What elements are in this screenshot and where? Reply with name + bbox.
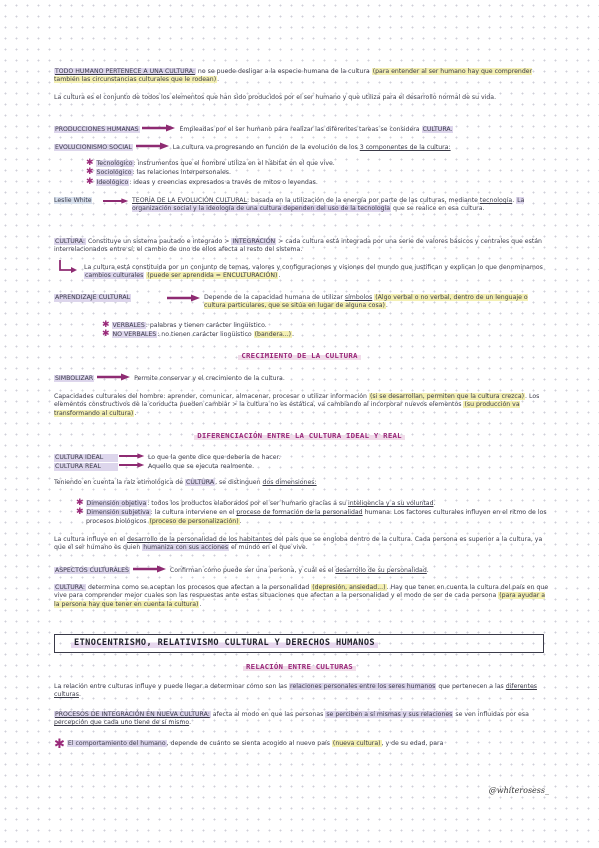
text: . [189, 719, 192, 727]
aspectos-culturales-row [54, 565, 549, 575]
text: : las relaciones interpersonales. [132, 169, 231, 177]
text: > cada cultura está integrada por una serie de valores básicos y centrales que están interrelacionados entre sí; el cambio de uno de ellos afecta al resto del sistema. [54, 238, 542, 254]
producciones-row [54, 124, 549, 134]
text: se ven influidas por esa [453, 711, 529, 718]
title-text: CRECIMIENTO DE LA CULTURA [238, 351, 360, 360]
text: Aquello que se ejecuta realmente. [147, 463, 255, 470]
star-icon: ✱ [54, 737, 65, 752]
label: Tecnológico [96, 160, 133, 167]
yellow-note: (para ayudar a la persona hay que tener en cuenta la cultura) [54, 592, 546, 608]
text: . [426, 567, 429, 574]
text: humana. Los factores culturales influyen en el ritmo de los procesos biológicos [86, 509, 547, 525]
label: Sociológico [96, 169, 132, 177]
text: : no tienen carácter lingüístico [157, 331, 254, 339]
highlight: humaniza con sus acciones [143, 544, 229, 552]
text: Lo que la gente dice que debería de hacer. [147, 454, 281, 461]
arrow-right-icon [119, 452, 145, 460]
highlight: La organización social y la ideología de una cultura dependen del uso de la tecnología [132, 197, 525, 213]
highlight: se perciben a sí mismas y sus relaciones [326, 711, 453, 718]
label: Dimensión objetiva [86, 500, 147, 507]
highlight: cambios culturales [85, 272, 144, 280]
list-item [76, 499, 549, 508]
tag-aspectos: ASPECTOS CULTURALES [55, 567, 129, 574]
relacion-paragraph [54, 683, 549, 700]
underlined: percepción que cada uno tiene de sí mismo [54, 719, 190, 727]
section-title-diferenciacion [0, 432, 599, 440]
tag-cultura: CULTURA: [55, 584, 86, 591]
text: La cultura está constituida por un conjunto de temas, valores y configuraciones y visiones del mundo que justifican y explican lo que denominamos [84, 264, 543, 271]
list-item [86, 159, 549, 168]
text: . [239, 517, 242, 525]
text: que se realice en esa cultura. [391, 205, 485, 213]
cultura-procesos-paragraph [54, 584, 549, 609]
underlined: proceso de formación de la personalidad [236, 509, 363, 517]
underlined: desarrollo de la personalidad de los habitantes [126, 536, 273, 543]
procesos-integracion-paragraph [54, 711, 549, 728]
tag-todo-humano: TODO HUMANO PERTENECE A UNA CULTURA: [55, 68, 195, 75]
star-icon: ✱ [86, 176, 94, 187]
text: Teniendo en cuenta la raíz etimológica de [54, 479, 186, 486]
highlight: CULTURA [186, 479, 215, 486]
highlight: relaciones personales entre los seres humanos [290, 683, 436, 690]
cultura-sistema-paragraph [54, 238, 549, 255]
underlined: símbolos [344, 294, 373, 301]
underlined: inteligencia y a su voluntad [348, 500, 434, 507]
underlined: tecnología [479, 197, 513, 204]
arrow-right-icon [167, 294, 201, 302]
definition-paragraph: La cultura es el conjunto de todos los elementos que han sido producidos por el ser humano y que utiliza para el desarrollo normal de su vida. [54, 94, 497, 101]
text: Empleadas por el ser humano para realizar las diferentes tareas se considera [179, 126, 422, 133]
dimensions-list [76, 499, 549, 526]
text: Depende de la capacidad humana de utilizar [204, 294, 345, 301]
label: VERBALES [112, 322, 145, 329]
text: : la cultura interviene en el [150, 509, 237, 517]
text: . [512, 197, 517, 204]
arrow-curve-icon [58, 260, 78, 276]
text: Capacidades culturales del hombre: aprender, comunicar, almacenar, procesar o utilizar información [54, 393, 369, 400]
underlined: dos dimensiones: [262, 479, 317, 486]
text: : palabras y tienen carácter lingüístico. [145, 322, 267, 329]
star-icon: ✱ [86, 158, 94, 168]
evolucionismo-row [54, 142, 549, 152]
text: La cultura va progresando en función de la evolución de los [172, 144, 360, 151]
text: no se puede desligar a la especie humana de la cultura [195, 68, 372, 75]
arrow-right-icon [142, 124, 176, 132]
list-item [86, 178, 549, 187]
text: el mundo en el que vive. [229, 544, 308, 552]
intro-paragraph [54, 68, 549, 85]
list-item [102, 321, 549, 330]
simbolizar-row [54, 373, 549, 383]
tag-aprendizaje: APRENDIZAJE CULTURAL [55, 294, 131, 301]
text: : todos los productos elaborados por el ser humano gracias a su [147, 500, 348, 507]
underlined: diferentes culturas [54, 683, 537, 699]
star-icon: ✱ [76, 498, 84, 508]
label: NO VERBALES [112, 331, 157, 339]
tag-leslie-white: Leslie White [54, 197, 92, 204]
text: . [217, 76, 220, 84]
capacidades-paragraph [54, 393, 549, 418]
arrow-right-icon [136, 142, 170, 150]
text: : basada en la utilización de la energía por parte de las culturas, mediante [246, 197, 480, 204]
yellow-note: (depresión, ansiedad...) [312, 584, 386, 591]
label: Ideológico [96, 178, 129, 186]
title-text: DIFERENCIACIÓN ENTRE LA CULTURA IDEAL Y REAL [194, 431, 405, 440]
yellow-note: (si se desarrollan, permiten que la cultura crezca) [369, 393, 525, 400]
star-icon: ✱ [102, 320, 110, 330]
title: TEORÍA DE LA EVOLUCIÓN CULTURAL [132, 197, 247, 204]
text: Permite conservar y el crecimiento de la cultura. [134, 375, 285, 382]
aprendizaje-text [204, 294, 549, 311]
yellow-note: (puede ser aprendida = ENCULTURACIÓN) [147, 272, 278, 280]
arrow-right-icon [97, 373, 131, 381]
text: , depende de cuánto se sienta acogido al nuevo país [166, 740, 332, 747]
tag-procesos: PROCESOS DE INTEGRACIÓN EN NUEVA CULTURA: [55, 711, 210, 718]
text: determina como se aceptan los procesos que afectan a la personalidad [86, 584, 312, 591]
verbales-list [102, 321, 549, 340]
tag-cultura: CULTURA: [55, 238, 86, 245]
text: : ideas y creencias expresados a través de mitos o leyendas. [129, 178, 318, 186]
text: . [433, 500, 436, 507]
arrow-right-icon [103, 197, 129, 205]
cultura-temas-paragraph [84, 264, 549, 281]
text: afecta al modo en que las personas [210, 711, 326, 718]
text: : instrumentos que el hombre utiliza en el hábitat en el que vive. [133, 160, 335, 167]
star-icon: ✱ [86, 167, 94, 178]
star-icon: ✱ [76, 507, 84, 518]
personalidad-paragraph [54, 536, 549, 553]
text: Confirman cómo puede ser una persona, y cuál es el [169, 567, 336, 574]
label: Dimensión subjetiva [86, 509, 150, 517]
text: del país que se engloba dentro de la cultura. Cada persona es superior a la cultura, ya que el ser humano es quien [54, 536, 543, 552]
text: . Los elementos constructivos de la conducta pueden cambiar > la cultura no es estática, va cambiando al incorporar nuevos elementos [54, 393, 540, 409]
yellow-note: (su producción va transformando al cultura) [54, 401, 520, 417]
text: que pertenecen a las [436, 683, 506, 690]
raiz-etimologica-paragraph [54, 479, 549, 487]
list-item [76, 508, 549, 526]
tag-cultura-real: CULTURA REAL [54, 463, 118, 471]
tag-evolucionismo: EVOLUCIONISMO SOCIAL [55, 144, 132, 151]
tag-cultura-ideal: CULTURA IDEAL [54, 454, 118, 462]
text: . Hay que tener en cuenta la cultura del país en que vive para comprender mejor cuales son las respuestas ante estas situaciones que afectan a la personalidad y el modo de ser de cada persona [54, 584, 549, 600]
chapter-title-box [54, 634, 544, 653]
list-item [86, 168, 549, 177]
title-text: RELACIÓN ENTRE CULTURAS [243, 662, 356, 671]
author-signature: @whiterosess_ [488, 786, 549, 795]
text: La relación entre culturas influye y puede llegar a determinar cómo son las [54, 683, 290, 690]
section-title-relacion [0, 663, 599, 671]
arrow-right-icon [119, 461, 145, 469]
components-list [86, 159, 549, 187]
text: , se distinguen [215, 479, 263, 486]
text: Constituye un sistema pautado e integrado > [86, 238, 232, 245]
leslie-white-row [54, 197, 549, 213]
yellow-note: (proceso de personalización) [149, 517, 239, 525]
tag-simbolizar: SIMBOLIZAR [55, 375, 94, 382]
text: . [385, 302, 388, 310]
text: , y de su edad, para [381, 740, 444, 747]
text: . [134, 409, 137, 417]
underlined: 3 componentes de la cultura: [359, 144, 451, 151]
text: . [78, 691, 81, 699]
text: . [278, 272, 281, 280]
leslie-text [132, 197, 549, 214]
highlight: CULTURA. [422, 126, 453, 133]
text: . [292, 331, 295, 339]
list-item [102, 330, 549, 339]
comportamiento-paragraph [54, 737, 549, 752]
text: La cultura influye en el [54, 536, 127, 543]
chapter-title: ETNOCENTRISMO, RELATIVISMO CULTURAL Y DERECHOS HUMANOS [71, 639, 378, 647]
highlight: INTEGRACIÓN [232, 238, 276, 245]
yellow-note: (para entender al ser humano hay que comprender también las circunstancias culturales que le rodean) [54, 68, 533, 84]
star-icon: ✱ [102, 329, 110, 340]
yellow-note: (nueva cultura) [332, 740, 381, 747]
text: . [199, 600, 202, 608]
tag-producciones: PRODUCCIONES HUMANAS [55, 126, 139, 133]
yellow-note: (Algo verbal o no verbal, dentro de un lenguaje o cultura particulares, que se sitúa en lugar de alguna cosa) [204, 294, 528, 310]
yellow-note: (bandera...) [254, 331, 292, 339]
arrow-right-icon [133, 565, 167, 573]
highlight: El comportamiento del humano [67, 740, 166, 747]
cultura-real-row [54, 461, 549, 471]
section-title-crecimiento [0, 352, 599, 360]
underlined: desarrollo de su personalidad [335, 567, 427, 574]
